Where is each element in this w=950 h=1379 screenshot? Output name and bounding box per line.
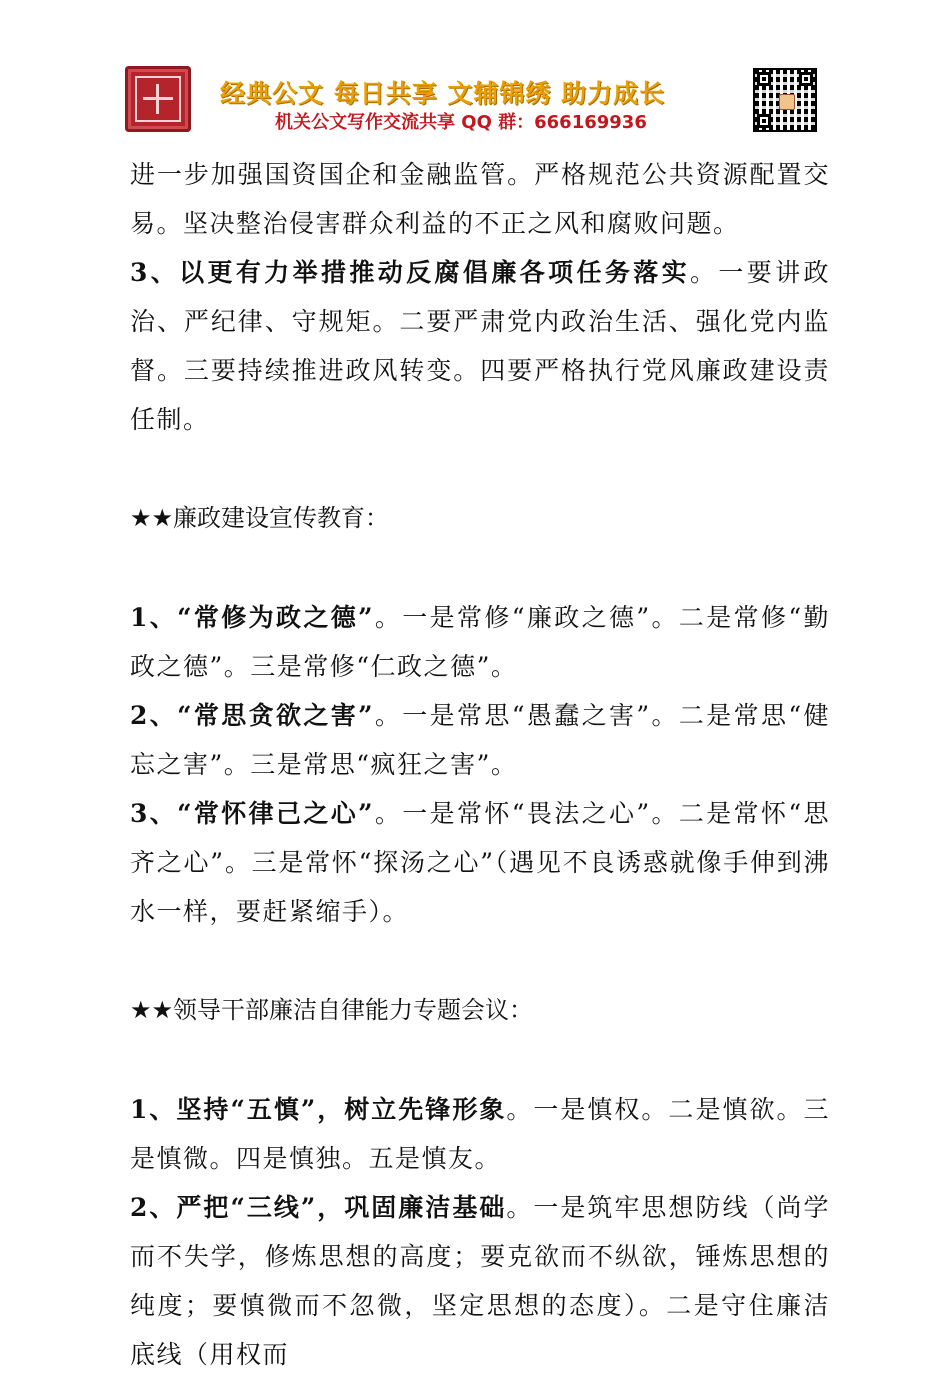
intro-paragraph [130,150,830,248]
section-2-item-2-title: 2、严把“三线”，巩固廉洁基础 [130,1193,507,1222]
section-1-item-3-title: 3、“常怀律己之心” [130,799,374,828]
seal-logo-icon [125,66,191,132]
section-1-item-3-text: 。一是常怀“畏法之心”。二是常怀“思齐之心”。三是常怀“探汤之心”（遇见不良诱惑就像手伸到沸水一样，要赶紧缩手）。 [130,799,831,926]
item-3-paragraph [130,248,830,444]
section-2-item-1-title: 1、坚持“五慎”，树立先锋形象 [130,1095,507,1124]
section-1-item-1-text: 。一是常修“廉政之德”。二是常修“勤政之德”。三是常修“仁政之德”。 [130,603,831,681]
qr-code-icon [753,68,817,132]
section-1-heading: ★★廉政建设宣传教育： [130,504,390,532]
item-3-text: 。一要讲政治、严纪律、守规矩。二要严肃党内政治生活、强化党内监督。三要持续推进政风转变。四要严格执行党风廉政建设责任制。 [130,258,830,434]
section-1-item-2-text: 。一是常思“愚蠢之害”。二是常思“健忘之害”。三是常思“疯狂之害”。 [130,701,831,779]
section-2-item-1-text: 。一是慎权。二是慎欲。三是慎微。四是慎独。五是慎友。 [130,1095,830,1173]
section-2-item-2-text: 。一是筑牢思想防线（尚学而不失学，修炼思想的高度；要克欲而不纵欲，锤炼思想的纯度；要慎微而不忽微，坚定思想的态度）。二是守住廉洁底线（用权而 [130,1193,830,1369]
section-1-item-1-title: 1、“常修为政之德” [130,603,374,632]
section-1-item-1 [130,593,830,691]
header-subtitle: 机关公文写作交流共享 QQ 群：666169936 [275,112,647,133]
section-2-item-2 [130,1183,830,1379]
document-header [125,66,825,138]
header-slogan: 经典公文 每日共享 文辅锦绣 助力成长 [220,79,666,108]
section-2-item-1 [130,1085,830,1183]
section-2-heading: ★★领导干部廉洁自律能力专题会议： [130,996,534,1024]
item-3-title: 3、以更有力举措推动反腐倡廉各项任务落实 [130,258,690,287]
document-body [130,150,830,1379]
section-1-item-2-title: 2、“常思贪欲之害” [130,701,374,730]
intro-text: 进一步加强国资国企和金融监管。严格规范公共资源配置交易。坚决整治侵害群众利益的不正之风和腐败问题。 [130,160,830,238]
section-1-item-3 [130,789,830,936]
section-1-item-2 [130,691,830,789]
